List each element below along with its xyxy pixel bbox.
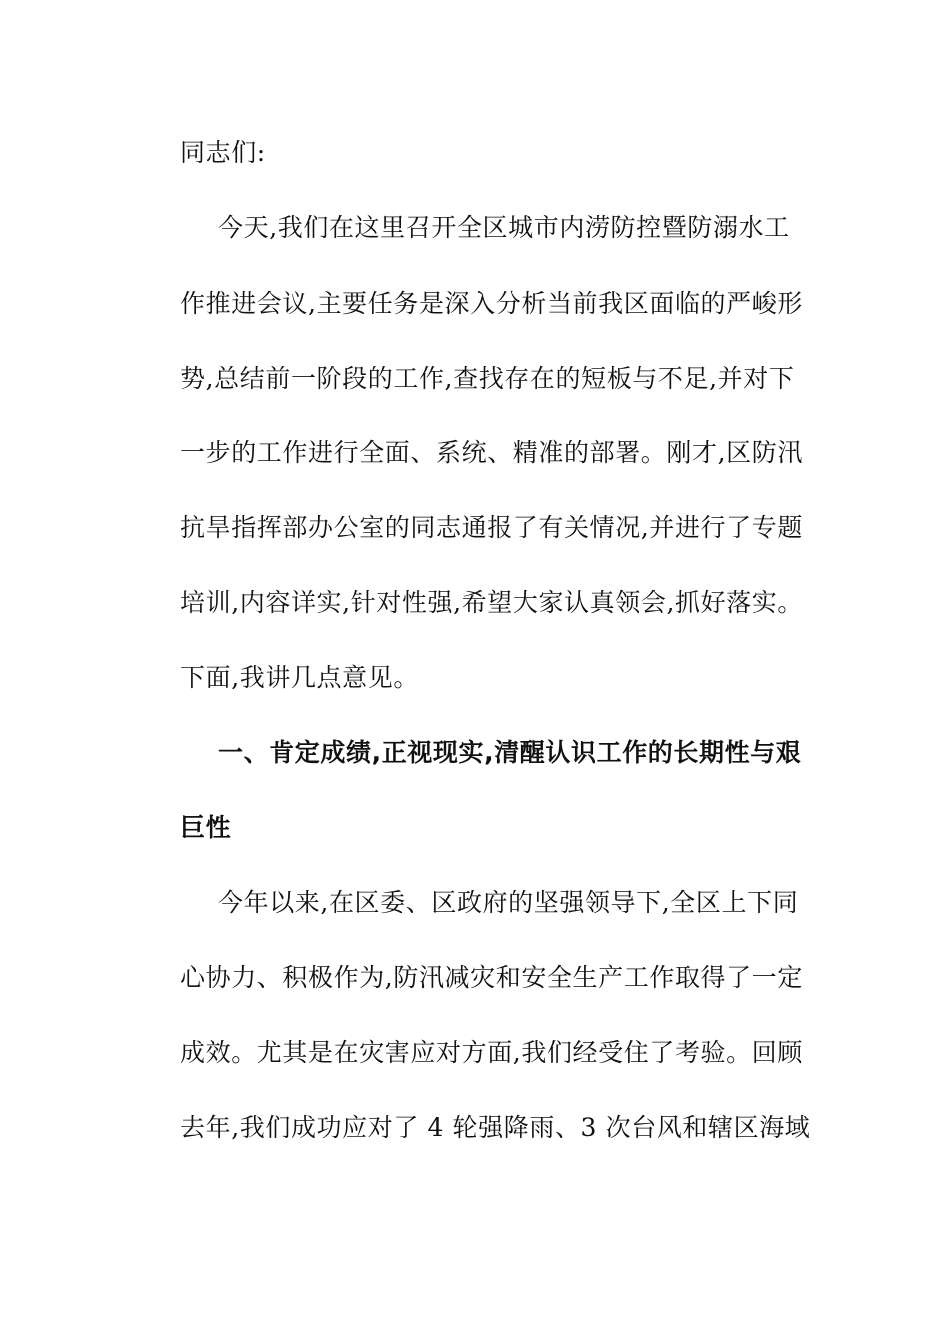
paragraph-line: 势,总结前一阶段的工作,查找存在的短板与不足,并对下 — [180, 364, 795, 393]
section-heading: 一、肯定成绩,正视现实,清醒认识工作的长期性与艰 — [218, 738, 802, 767]
paragraph-line: 作推进会议,主要任务是深入分析当前我区面临的严峻形 — [180, 289, 803, 318]
salutation: 同志们: — [180, 138, 266, 167]
section-heading: 巨性 — [180, 813, 232, 842]
paragraph-line: 抗旱指挥部办公室的同志通报了有关情况,并进行了专题 — [180, 513, 803, 542]
paragraph-line: 今年以来,在区委、区政府的坚强领导下,全区上下同 — [218, 888, 799, 917]
paragraph-line: 去年,我们成功应对了 4 轮强降雨、3 次台风和辖区海域 — [180, 1113, 811, 1142]
paragraph-line: 下面,我讲几点意见。 — [180, 663, 419, 692]
paragraph-line: 成效。尤其是在灾害应对方面,我们经受住了考验。回顾 — [180, 1038, 803, 1067]
paragraph-line: 心协力、积极作为,防汛减灾和安全生产工作取得了一定 — [180, 963, 803, 992]
paragraph-line: 一步的工作进行全面、系统、精准的部署。刚才,区防汛 — [180, 438, 803, 467]
paragraph-line: 今天,我们在这里召开全区城市内涝防控暨防溺水工 — [218, 213, 790, 242]
paragraph-line: 培训,内容详实,针对性强,希望大家认真领会,抓好落实。 — [180, 588, 803, 617]
